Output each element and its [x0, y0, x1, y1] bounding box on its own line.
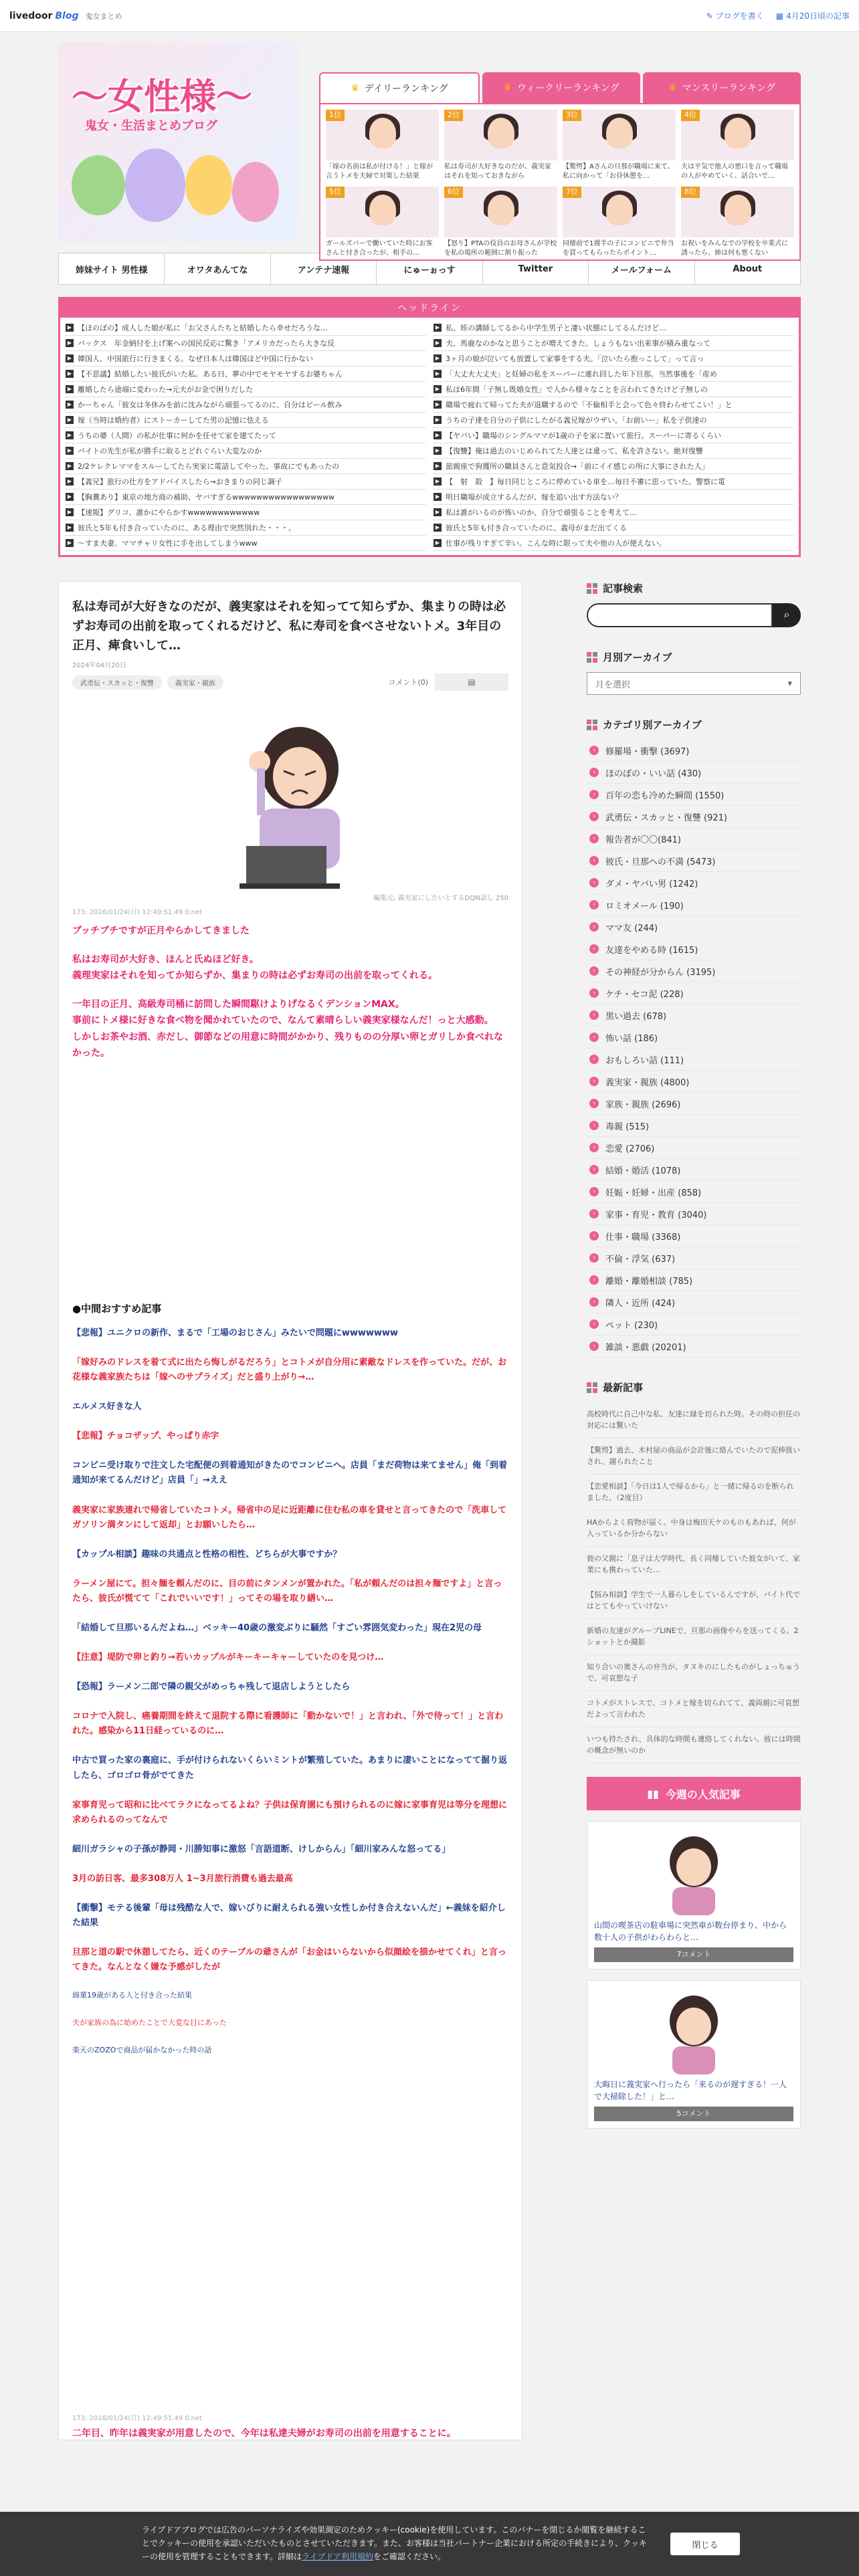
- headline-item[interactable]: ▶ 私、姪の講師してるから中学生男子と凄い状態にしてるんだけど…: [434, 320, 793, 336]
- chevron-right-icon: ›: [589, 1165, 599, 1174]
- weekly-popular-heading: ▮▮ 今週の人気記事: [587, 1777, 801, 1810]
- arrow-right-icon: ▶: [66, 524, 74, 532]
- rank-number: 2位: [444, 110, 463, 121]
- arrow-right-icon: ▶: [66, 508, 74, 516]
- category-item[interactable]: › 家事・育児・教育 (3040): [587, 1203, 801, 1225]
- recommend-link[interactable]: 細川ガラシャの子孫が静岡・川勝知事に激怒「言語道断、けしからん」「細川家みんな怒ってる」: [72, 1844, 451, 1854]
- chevron-right-icon: ›: [589, 1099, 599, 1108]
- category-item[interactable]: › 怖い話 (186): [587, 1027, 801, 1049]
- arrow-right-icon: ▶: [434, 447, 442, 455]
- rank-number: 3位: [563, 110, 581, 121]
- recommend-link[interactable]: 綿菓19歳がある人と付き合った結果: [72, 1991, 192, 2000]
- rank-number: 5位: [326, 187, 345, 198]
- arrow-right-icon: ▶: [434, 508, 442, 516]
- chevron-right-icon: ›: [589, 878, 599, 887]
- rank-number: 8位: [681, 187, 700, 198]
- post-text: 二年目、昨年は義実家が用意したので、今年は私達夫婦がお寿司の出前を用意することに。: [72, 2428, 456, 2439]
- chevron-right-icon: ›: [589, 1341, 599, 1351]
- headline-item[interactable]: ▶ 嫁（当時は婚約者）にストーカーしてた男の記憶に怯える: [66, 413, 425, 428]
- headline-item[interactable]: ▶ 職場で疲れて帰ってた夫が退職するので「不倫相手と会って色々終わらせてこい！」と: [434, 397, 793, 413]
- arrow-right-icon: ▶: [434, 339, 442, 347]
- headline-item[interactable]: ▶ 旅親座で狗獲所の職員さんと意気投合→「前にイイ感じの所に大事にされた人」: [434, 459, 793, 474]
- chevron-right-icon: ›: [589, 790, 599, 799]
- headline-item[interactable]: ▶ 〜すま夫妻、ママチャリ女性に手を出してしまうwww: [66, 536, 425, 551]
- headline-right-col: [434, 320, 793, 551]
- ranking-item-title: 夫は平気で他人の悪口を言って職場の人がやめていく、話合いで…: [681, 163, 788, 180]
- popular-article-card[interactable]: [587, 1821, 801, 1969]
- chevron-right-icon: ›: [589, 900, 599, 909]
- chevron-right-icon: ›: [589, 1297, 599, 1307]
- latest-article-link[interactable]: 彼の父親に「息子は大学時代、長く同棲していた彼女がいて、家業にも携わっていた…: [587, 1547, 801, 1583]
- latest-article-link[interactable]: 【悩み相談】学生で一人暮らしをしているんですが、バイト代ではとてもやっていけない: [587, 1583, 801, 1619]
- chevron-right-icon: ›: [589, 746, 599, 755]
- popular-article-thumbnail: [594, 1828, 793, 1915]
- headline-item[interactable]: ▶ 2/2ケレクレママをスルーしてたら実家に電話してやった。事故にでもあったの: [66, 459, 425, 474]
- category-item[interactable]: › ママ友 (244): [587, 916, 801, 938]
- headline-item[interactable]: ▶ 【義兄】旅行の仕方をアドバイスしたら→おきまりの同じ調子: [66, 474, 425, 490]
- recommend-link[interactable]: コンビニ受け取りで注文した宅配便の到着通知がきたのでコンビニへ。店員「まだ荷物は来てません」俺「到着通知が来てるんだけど」店員「」→ええ: [72, 1461, 508, 1486]
- rank-number: 1位: [326, 110, 345, 121]
- ranking-tab[interactable]: ♛ ウィークリーランキング: [482, 72, 640, 103]
- recommend-link[interactable]: 中古で買った家の裏庭に、手が付けられないくらいミントが繁殖していた。あまりに凄いことになってて掘り返したら、ゴロゴロ骨がでてきた: [72, 1755, 508, 1781]
- latest-article-link[interactable]: HAからよく荷物が届く。中身は梅田天ケのものもあれば、何が入っているか分からない: [587, 1511, 801, 1547]
- ranking-item-title: ガールズバーで働いていた時にお客さんと付き合ったが、相手の…: [326, 240, 433, 257]
- recommend-link[interactable]: ラーメン屋にて。担々麺を頼んだのに、目の前にタンメンが置かれた。「私が頼んだのは担々麺ですよ」と言ったら、彼氏が慌てて「これでいいです！」ってその場を取り繕い…: [72, 1578, 502, 1604]
- ranking-item-title: お祝いをみんなでの学校を卒業式に誘ったら、姉は何も悪くない: [681, 240, 788, 257]
- headline-item[interactable]: ▶ うちの婆（人間）の私が仕事に何かを任せて家を建てたって: [66, 428, 425, 443]
- chevron-right-icon: ›: [589, 1033, 599, 1042]
- arrow-right-icon: ▶: [434, 493, 442, 501]
- category-tag[interactable]: 義実家・親族: [167, 675, 223, 689]
- arrow-right-icon: ▶: [66, 370, 74, 378]
- headline-item[interactable]: ▶ 3ヶ月の娘が泣いても放置して家事をする夫。「泣いたら抱っこして」って言っ: [434, 351, 793, 366]
- chevron-right-icon: ›: [589, 1231, 599, 1241]
- category-item[interactable]: › ダメ・ヤバい男 (1242): [587, 872, 801, 894]
- headline-item[interactable]: ▶ 【速報】グリコ、誰かにやらかすwwwwwwwwwwww: [66, 505, 425, 520]
- ranking-thumbnail: [444, 110, 557, 160]
- category-item[interactable]: › 武勇伝・スカッと・復讐 (921): [587, 806, 801, 828]
- category-item[interactable]: › 彼氏・旦那への不満 (5473): [587, 850, 801, 872]
- headline-box: [58, 297, 801, 557]
- angry-woman-illustration: [233, 715, 367, 889]
- ranking-item[interactable]: [681, 187, 794, 258]
- ad-space: [72, 1074, 508, 1301]
- arrow-right-icon: ▶: [434, 416, 442, 424]
- nav-item[interactable]: オワタあんてな: [165, 253, 270, 284]
- arrow-right-icon: ▶: [434, 477, 442, 486]
- arrow-right-icon: ▶: [434, 401, 442, 409]
- category-item[interactable]: › ケチ・セコ泥 (228): [587, 982, 801, 1004]
- chevron-right-icon: ›: [589, 1010, 599, 1020]
- ranking-item-title: 【驚愕】Aさんの旦那が職場に来て、私に向かって「お昼休憩を…: [563, 163, 674, 180]
- headline-item[interactable]: ▶ うちの子達を自分の子供にしたがる義兄嫁がウザい。「お前いー」私を子供達の: [434, 413, 793, 428]
- chevron-right-icon: ›: [589, 1121, 599, 1130]
- site-logo[interactable]: [58, 41, 299, 242]
- sidebar: [587, 581, 801, 2129]
- site-subtitle: 鬼女・生活まとめブログ: [85, 119, 217, 133]
- crown-icon: ♛: [503, 82, 512, 93]
- category-item[interactable]: › 仕事・職場 (3368): [587, 1225, 801, 1247]
- recommend-link[interactable]: エルメス好きな人: [72, 1402, 142, 1412]
- chevron-right-icon: ›: [589, 1275, 599, 1285]
- rank-number: 6位: [444, 187, 463, 198]
- category-item[interactable]: › 百年の恋も冷めた瞬間 (1550): [587, 784, 801, 806]
- recommend-link[interactable]: 夫が家族の為に始めたことで大変な目にあった: [72, 2018, 227, 2028]
- nav-item[interactable]: メールフォーム: [589, 253, 694, 284]
- category-item[interactable]: › その神経が分からん (3195): [587, 960, 801, 982]
- cookie-close-button[interactable]: 閉じる: [670, 2533, 740, 2555]
- ranking-item-title: 「嫁の名前は私が付ける！」と嫁が言うトメを夫婦で対策した結果: [326, 163, 433, 180]
- arrow-right-icon: ▶: [66, 539, 74, 547]
- ranking-tabs: [319, 72, 801, 103]
- book-icon: ▮▮: [647, 1787, 659, 1800]
- arrow-right-icon: ▶: [434, 324, 442, 332]
- headline-left-col: [66, 320, 425, 551]
- latest-article-link[interactable]: 知り合いの奥さんの弁当が、タヌキのにしたものがしょっちゅうで、可哀想な子: [587, 1655, 801, 1691]
- arrow-right-icon: ▶: [434, 354, 442, 362]
- category-item[interactable]: › 黒い過去 (678): [587, 1004, 801, 1027]
- nav-item[interactable]: アンテナ速報: [271, 253, 377, 284]
- headline-item[interactable]: ▶ 韓国人、中国旅行に行きまくる。なぜ日本人は韓国ほど中国に行かない: [66, 351, 425, 366]
- category-item[interactable]: › ペット (230): [587, 1313, 801, 1335]
- ranking-thumbnail: [681, 110, 794, 160]
- latest-list: [587, 1402, 801, 1763]
- recommend-link[interactable]: 【カップル相談】趣味の共通点と性格の相性、どちらが大事ですか？: [72, 1549, 342, 1560]
- site-title: 〜女性様〜: [72, 75, 252, 118]
- article-body: [72, 923, 508, 1062]
- brand-livedoor: livedoor: [9, 10, 53, 21]
- category-item[interactable]: › 結婚・婚活 (1078): [587, 1159, 801, 1181]
- search-heading: 記事検索: [587, 581, 801, 595]
- nav-item[interactable]: Twitter: [483, 253, 589, 284]
- recommend-link[interactable]: 【悲報】チョコザップ、やっぱり赤字: [72, 1431, 219, 1442]
- arrow-right-icon: ▶: [66, 324, 74, 332]
- ranking-item[interactable]: [563, 187, 676, 258]
- recommend-title: ●中間おすすめ記事: [72, 1302, 162, 1315]
- ranking-item-title: 私は寿司が大好きなのだが、義実家はそれを知っておきながら: [444, 163, 551, 180]
- popular-comment-count: 5コメント: [594, 2107, 793, 2121]
- ranking-tab[interactable]: ♛ マンスリーランキング: [643, 72, 801, 103]
- comment-count[interactable]: コメント(0): [388, 678, 428, 687]
- arrow-right-icon: ▶: [66, 462, 74, 470]
- calendar-icon: ▦: [775, 11, 784, 21]
- popular-article-card[interactable]: [587, 1980, 801, 2129]
- latest-article-link[interactable]: 新婚の友達がグループLINEで、旦那の画像やらを送ってくる。2ショットとか撮影: [587, 1619, 801, 1655]
- rank-number: 7位: [563, 187, 581, 198]
- search-icon: ⌕: [783, 609, 790, 621]
- recommend-link[interactable]: 旦那と道の駅で休憩してたら、近くのテーブルの爺さんが「お金はいらないから似顔絵を描かせてくれ」と言ってきた。なんとなく嫌な予感がしたが: [72, 1947, 506, 1973]
- chevron-right-icon: ›: [589, 834, 599, 843]
- crown-icon: ♛: [351, 83, 359, 94]
- arrow-right-icon: ▶: [66, 339, 74, 347]
- headline-item[interactable]: ▶ 明日職場が成立するんだが、嫁を追い出す方法ない？: [434, 490, 793, 505]
- ranking-grid: [319, 103, 801, 261]
- terms-link[interactable]: ライブドア利用規約: [302, 2551, 373, 2561]
- headline-item[interactable]: ▶ 【ヤバい】職場のシングルママが1歳の子を家に置いて旅行。スーパーに寄るくらい: [434, 428, 793, 443]
- chevron-right-icon: ›: [589, 1187, 599, 1196]
- chevron-right-icon: ›: [589, 856, 599, 865]
- latest-article-link[interactable]: 【驚愕】過去、木村屋の商品が会計後に絡んでいたので泥棒扱いされ、謝られたこと: [587, 1438, 801, 1475]
- chevron-right-icon: ›: [589, 988, 599, 998]
- chevron-right-icon: ›: [589, 922, 599, 932]
- article-paragraph: ブッチブチですが正月やらかしてきました: [72, 926, 250, 937]
- recommend-section: [72, 1301, 508, 2057]
- recommend-link[interactable]: 「結婚して旦那いるんだよね…」ベッキー40歳の激変ぶりに騒然「すごい雰囲気変わった」現在2児の母: [72, 1623, 482, 1634]
- article-paragraph: 一年目の正月、高級寿司桶に訪問した瞬間駆けよりげなるくデンションMAX。 事前にトメ様に好きな食べ物を聞かれていたので、なんて素晴らしい義実家様なんだ！っと大感動。 しかしお茶やお酒、赤だし、御節などの用意に時間がかかり、残りものの分厚い卵とガリしか食べれなかった。: [72, 998, 503, 1059]
- arrow-right-icon: ▶: [434, 524, 442, 532]
- category-item[interactable]: › 報告者が〇〇(841): [587, 828, 801, 850]
- arrow-right-icon: ▶: [434, 370, 442, 378]
- latest-article-link[interactable]: コトメがストレスで、コトメと嫁を切られてて、義両親に可哀想だよって言われた: [587, 1691, 801, 1727]
- arrow-right-icon: ▶: [66, 447, 74, 455]
- chevron-right-icon: ›: [589, 944, 599, 954]
- article-date: 2024年04月20日: [72, 662, 126, 670]
- arrow-right-icon: ▶: [66, 354, 74, 362]
- popular-article-thumbnail: [594, 1988, 793, 2074]
- category-list: [587, 740, 801, 1358]
- ranking-item-title: 同棲前で1週半の子にコンビニで弁当を買ってもらったらポイント…: [563, 240, 674, 257]
- chevron-right-icon: ›: [589, 1077, 599, 1086]
- headline-item[interactable]: ▶ 【胸糞あり】東京の地方商の補助、ヤバすぎるwwwwwwwwwwwwwwwww: [66, 490, 425, 505]
- arrow-right-icon: ▶: [434, 385, 442, 393]
- document-icon: ▤: [468, 677, 476, 687]
- nav-item[interactable]: にゅーぉっす: [377, 253, 482, 284]
- category-item[interactable]: › 友達をやめる時 (1615): [587, 938, 801, 960]
- headline-item[interactable]: ▶ 【不思議】結婚したい彼氏がいた私。ある日、夢の中でモヤモヤするお婆ちゃん: [66, 366, 425, 382]
- write-blog-link[interactable]: ✎ ブログを書く: [706, 11, 764, 21]
- livedoor-logo[interactable]: [9, 11, 122, 21]
- global-topbar: [0, 0, 859, 32]
- search-button[interactable]: [773, 603, 801, 627]
- arrow-right-icon: ▶: [66, 431, 74, 439]
- category-tag[interactable]: 武勇伝・スカッと・復讐: [72, 675, 162, 689]
- chevron-right-icon: ›: [589, 768, 599, 777]
- arrow-right-icon: ▶: [66, 416, 74, 424]
- arrow-right-icon: ▶: [434, 462, 442, 470]
- arrow-right-icon: ▶: [66, 493, 74, 501]
- headline-item[interactable]: ▶ 【ほのぼの】成人した娘が私に「お父さんたちと結婚したら幸せだろうな…: [66, 320, 425, 336]
- category-item[interactable]: › 雑談・悪戯 (20201): [587, 1335, 801, 1358]
- arrow-right-icon: ▶: [66, 385, 74, 393]
- recommend-link[interactable]: 「嫁好みのドレスを着て式に出たら悔しがるだろう」とコトメが自分用に素敵なドレスを作っていた。だが、お花様な義家族たちは「嫁へのサプライズ」だと盛り上がり→…: [72, 1357, 507, 1383]
- rank-number: 4位: [681, 110, 700, 121]
- arrow-right-icon: ▶: [434, 431, 442, 439]
- article-title[interactable]: 私は寿司が大好きなのだが、義実家はそれを知ってて知らずか、集まりの時は必ずお寿司の出前を取ってくれるだけど、私に寿司を食べさせないトメ。3年目の正月、痺食いして…: [72, 600, 506, 653]
- recommend-link[interactable]: 【衝撃】モテる後輩「母は残酷な人で、嫁いびりに耐えられる強い女性しか付き合えないんだ」←義妹を紹介した結果: [72, 1903, 506, 1929]
- pencil-icon: ✎: [706, 11, 713, 21]
- ranking-thumbnail: [326, 110, 439, 160]
- popular-comment-count: 7コメント: [594, 1947, 793, 1962]
- headline-item[interactable]: ▶ 「大丈夫大丈夫」と妊婦の私をスーパーに連れ回した年下旦那。当然事後を「産め: [434, 366, 793, 382]
- ranking-thumbnail: [563, 110, 676, 160]
- article-hero-image: [72, 702, 508, 902]
- post-meta: 173: 2016/01/24(日) 12:49:51.49 0.net: [72, 2415, 203, 2422]
- comment-button[interactable]: [435, 673, 508, 691]
- cookie-text: ライブドアブログでは広告のパーソナライズや効果測定のためクッキー(cookie)を使用しています。このバナーを閉じるか閲覧を継続することでクッキーの使用を承認いただいたものとさせていただきます。また、お客様は当社パートナー企業における所定の手続きにより、クッキーの使用を管理することもできます。詳細はライブドア利用規約をご確認ください。: [142, 2525, 648, 2561]
- category-item[interactable]: › 毒親 (515): [587, 1115, 801, 1137]
- popular-article-title: 山間の喫茶店の駐車場に突然車が数台停まり、中から数十人の子供がわらわらと…: [594, 1921, 787, 1942]
- recommend-link[interactable]: 楽天のZOZOで商品が届かなかった時の話: [72, 2045, 212, 2054]
- category-item[interactable]: › ほのぼの・いい話 (430): [587, 762, 801, 784]
- ranking-item[interactable]: [444, 110, 557, 181]
- site-header: [58, 32, 801, 257]
- category-item[interactable]: › 妊娠・妊婦・出産 (858): [587, 1181, 801, 1203]
- ranking-item[interactable]: [326, 110, 439, 181]
- mascot-illustration: [65, 135, 286, 235]
- chevron-right-icon: ›: [589, 812, 599, 821]
- ranking-item[interactable]: [444, 187, 557, 258]
- nav-item[interactable]: About: [733, 263, 763, 274]
- search-input[interactable]: [587, 603, 773, 627]
- crown-icon: ♛: [668, 82, 677, 93]
- brand-sub: 鬼女まとめ: [85, 11, 122, 21]
- headline-item[interactable]: ▶ 夫、馬鹿なのかなと思うことが増えてきた。しょうもない出来事が積み重なって: [434, 336, 793, 351]
- chevron-right-icon: ›: [589, 1209, 599, 1218]
- ranking-item[interactable]: [326, 187, 439, 258]
- latest-article-link[interactable]: 【恋愛相談】「今日は1人で帰るから」と一緒に帰るのを断られました。（2度目）: [587, 1475, 801, 1511]
- category-item[interactable]: › 不倫・浮気 (637): [587, 1247, 801, 1269]
- headline-item[interactable]: ▶ かーちゃん「彼女は冬休みを前に沈みながら頑張ってるのに、自分はビール飲み: [66, 397, 425, 413]
- category-item[interactable]: › ロミオメール (190): [587, 894, 801, 916]
- chevron-right-icon: ›: [589, 1253, 599, 1263]
- chevron-right-icon: ›: [589, 1319, 599, 1329]
- category-item[interactable]: › 隣人・近所 (424): [587, 1291, 801, 1313]
- ranking-tab[interactable]: ♛ デイリーランキング: [319, 72, 480, 103]
- category-item[interactable]: › 家族・親族 (2696): [587, 1093, 801, 1115]
- category-item[interactable]: › 修羅場・衝撃 (3697): [587, 740, 801, 762]
- recommend-link[interactable]: 【注意】堤防で卵と釣り→若いカップルがキーキーキャーしていたのを見つけ…: [72, 1652, 384, 1663]
- chevron-right-icon: ›: [589, 966, 599, 976]
- recommend-link[interactable]: 【悲報】ユニクロの新作、まるで「工場のおじさん」みたいで問題にwwwwwww: [72, 1327, 398, 1338]
- latest-article-link[interactable]: 高校時代に自己中な私、友達に縁を切られた時。その時の担任の対応には驚いた: [587, 1402, 801, 1438]
- category-item[interactable]: › 恋愛 (2706): [587, 1137, 801, 1159]
- article-main: [58, 581, 522, 2440]
- latest-article-link[interactable]: いつも持たされ、具体的な時間も連絡してくれない。彼には時間の概念が無いのか: [587, 1727, 801, 1763]
- date-archive-link[interactable]: ▦ 4月20日頃の記事: [775, 11, 850, 21]
- recommend-link[interactable]: 【恐報】ラーメン二郎で隣の親父がめっちゃ残して退店しようとしたら: [72, 1682, 351, 1693]
- headline-item[interactable]: ▶ バックス 年金納付を上げ案への国民反応に驚き「アメリカだったら大きな反: [66, 336, 425, 351]
- ranking-item[interactable]: [681, 110, 794, 181]
- headline-item[interactable]: ▶ 彼氏と5年も付き合っていたのに、ある理由で突然別れた・・・。: [66, 520, 425, 536]
- headline-item[interactable]: ▶ 仕事が残りすぎて辛い。こんな時に限って夫や他の人が使えない。: [434, 536, 793, 551]
- popular-article-title: 大晦日に義実家へ行ったら「来るのが遅すぎる！一人で大掃除した！」と…: [594, 2080, 787, 2101]
- recommend-link[interactable]: 家事育児って昭和に比べてラクになってるよね？子供は保育園にも預けられるのに嫁に家事育児は等分を理想に求められるのってなんで: [72, 1800, 508, 1825]
- chevron-right-icon: ›: [589, 1055, 599, 1064]
- category-heading: カテゴリ別アーカイブ: [587, 718, 801, 732]
- headline-item[interactable]: ▶ 【復讐】俺は過去のいじめられてた人達とは違って、私を許さない。絶対復讐: [434, 443, 793, 459]
- ranking-item-title: 【怒り】PTAの役員のお母さんが学校を私の場所の範囲に割り振った: [444, 240, 557, 257]
- ranking-widget: [319, 72, 801, 261]
- category-item[interactable]: › 義実家・親族 (4800): [587, 1071, 801, 1093]
- ranking-thumbnail: [563, 187, 676, 237]
- category-item[interactable]: › おもしろい話 (111): [587, 1049, 801, 1071]
- latest-heading: 最新記事: [587, 1380, 801, 1394]
- recommend-link[interactable]: コロナで入院し、癌養期間を終えて退院する際に看護師に「動かないで！」と言われ、「外で待って！」と言われた。感染から11日経っているのに…: [72, 1711, 504, 1737]
- brand-blog: Blog: [55, 10, 79, 21]
- month-select[interactable]: 月を選択 ▾: [587, 672, 801, 695]
- arrow-right-icon: ▶: [434, 539, 442, 547]
- headline-item[interactable]: ▶ 彼氏と5年も付き合っていたのに、義母がまだ出てくる: [434, 520, 793, 536]
- headline-item[interactable]: ▶ バイトの先生が私が勝手に取るとどれぐらい大変なのか: [66, 443, 425, 459]
- archive-heading: 月別アーカイブ: [587, 650, 801, 664]
- headline-title: ヘッドライン: [60, 299, 799, 318]
- recommend-link[interactable]: 3月の訪日客、最多308万人 1~3月旅行消費も過去最高: [72, 1873, 293, 1884]
- chevron-right-icon: ›: [589, 1143, 599, 1152]
- ranking-thumbnail: [444, 187, 557, 237]
- ranking-thumbnail: [681, 187, 794, 237]
- article-paragraph: 私はお寿司が大好き、ほんと氏ぬほど好き。 義理実家はそれを知ってか知らずか、集まりの時は必ずお寿司の出前を取ってくれる。: [72, 954, 438, 982]
- nav-item[interactable]: 姉妹サイト 男性様: [59, 253, 165, 284]
- ranking-item[interactable]: [563, 110, 676, 181]
- arrow-right-icon: ▶: [66, 401, 74, 409]
- headline-item[interactable]: ▶ 私は6年間「子無し既婚女性」で人から様々なことを言われてきたけど子無しの: [434, 382, 793, 397]
- image-caption: 編集元: 義実家にしたいとするDQN話し 250: [373, 895, 508, 903]
- category-item[interactable]: › 離婚・離婚相談 (785): [587, 1269, 801, 1291]
- arrow-right-icon: ▶: [66, 477, 74, 486]
- post-meta: 173: 2016/01/24(日) 12:49:51.49 0.net: [72, 909, 203, 917]
- headline-item[interactable]: ▶ 私は誰がいるのが怖いのか、自分で頑張ることを考えて…: [434, 505, 793, 520]
- headline-item[interactable]: ▶ 離婚したら途端に変わった→元夫がお金で困りだした: [66, 382, 425, 397]
- headline-item[interactable]: ▶ 【 射 殺 】毎日同じところに停めている車を…毎日不審に思っていた。警察に電: [434, 474, 793, 490]
- cookie-banner: [0, 2512, 859, 2576]
- recommend-link[interactable]: 義実家に家族連れで帰省していたコトメ。帰省中の足に近距離に住む私の車を貸せと言ってきたので「洗車してガソリン満タンにして返却」とお願いしたら…: [72, 1505, 507, 1530]
- ranking-thumbnail: [326, 187, 439, 237]
- chevron-down-icon: ▾: [787, 678, 792, 689]
